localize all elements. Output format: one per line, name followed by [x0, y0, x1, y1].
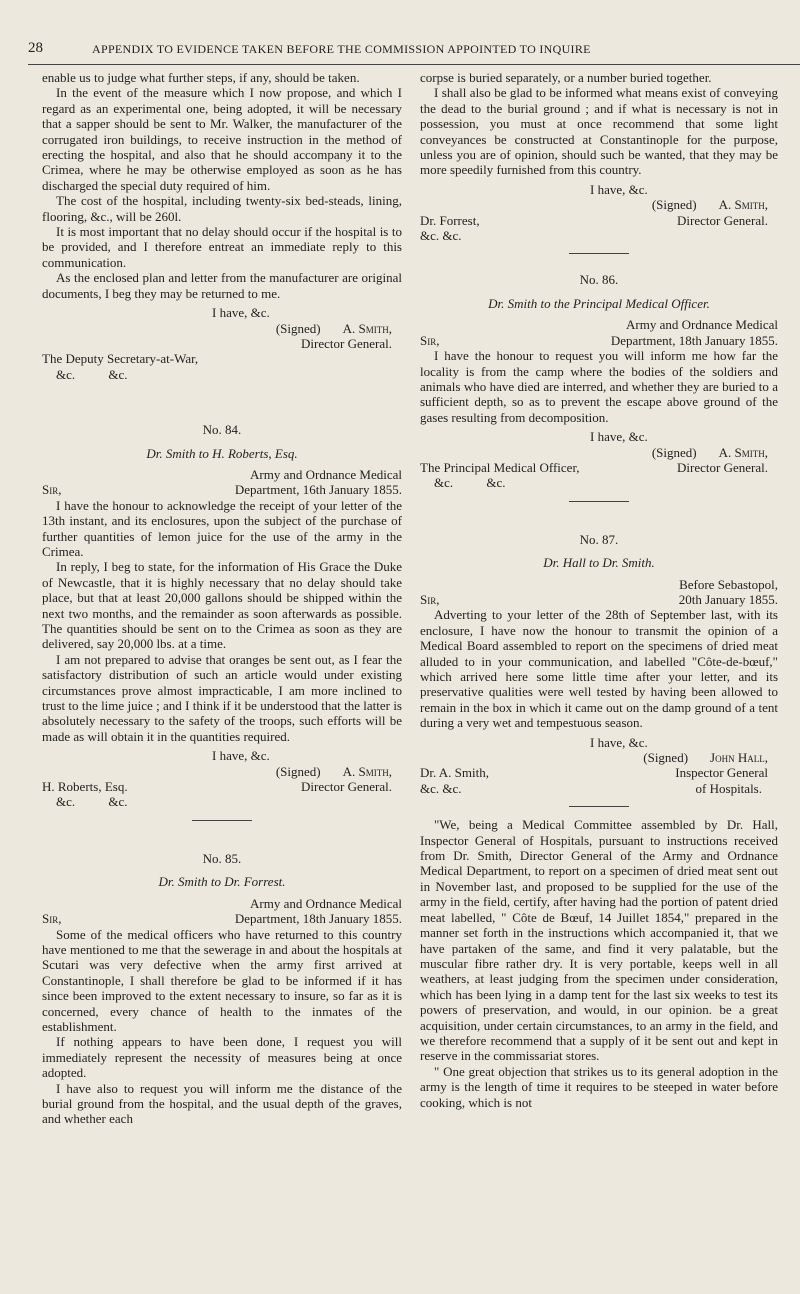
paragraph: "We, being a Medical Committee assembled by Dr. Hall, Inspector General of Hospitals, pursuant to instructions received from Dr. Smith, Director General of the Army and Ordnance Medical Department, to report on a specimen of dried meat sent out in November last, and proposed to be supplied for the use of the army in the field, certify, after having had the portion of patent dried meat labelled, " Côte de Bœuf, 14 Juillet 1854," prepared in the manner set forth in the instructions which accompanied it, that we have partaken of the same, and find it very palatable, but the muscular fibre rather dry. It is very portable, keeps well in all weathers, at least judging from the specimen under consideration, which has been lying in a damp tent for the last six weeks to test its powers of preservation, and would, in our opinion. be a great acquisition, under certain circumstances, to an army in the field, and we therefore recommend that a supply of it be sent out and kept in reserve in the commissariat stores. — [420, 817, 778, 1064]
signed-label: (Signed) — [651, 197, 697, 213]
signer-title: Director General. — [677, 459, 768, 475]
salutation-line — [42, 482, 402, 497]
letter-title: Dr. Smith to the Principal Medical Officer. — [488, 295, 710, 311]
closing — [42, 748, 402, 779]
paragraph: As the enclosed plan and letter from the manufacturer are original documents, I beg they may be returned to me. — [42, 270, 402, 301]
signature-line — [172, 321, 402, 336]
letter-number: No. 84. — [202, 422, 242, 438]
signed-label: (Signed) — [643, 750, 689, 766]
signature-line — [550, 750, 778, 765]
addressee: H. Roberts, Esq. — [42, 779, 128, 795]
closing — [420, 429, 778, 460]
separator — [569, 253, 629, 254]
signer-name: John Hall, — [710, 750, 768, 766]
paragraph: I have also to request you will inform me the distance of the burial ground from the hospital, and the usual depth of the graves, and whether each — [42, 1080, 402, 1127]
paragraph: In the event of the measure which I now propose, and which I regard as an experimental one, being adopted, it will be necessary that a sapper should be sent to Mr. Walker, the manufacturer of the corrugated iron buildings, to receive instruction in the method of erecting the hospital, and also that he should accompany it to the Crimea, where he may be otherwise employed as soon as he has discharged the special duty required of him. — [42, 85, 402, 193]
signed-label: (Signed) — [651, 444, 697, 460]
right-column — [420, 70, 778, 1110]
page-number: 28 — [28, 40, 43, 56]
salutation-line — [42, 911, 402, 926]
paragraph: " One great objection that strikes us to its general adoption in the army is the length of time it requires to be steeped in water before cooking, which is not — [420, 1063, 778, 1110]
paragraph: corpse is buried separately, or a number buried together. — [420, 70, 712, 85]
department-line: Army and Ordnance Medical — [626, 317, 778, 333]
salutation: Sir, — [42, 482, 62, 498]
closing — [420, 735, 778, 766]
letter-date: 20th January 1855. — [678, 591, 778, 607]
signer-name: A. Smith, — [718, 197, 768, 213]
letter-title: Dr. Smith to Dr. Forrest. — [158, 874, 286, 890]
signer-name: A. Smith, — [342, 763, 392, 779]
addressee-row — [420, 213, 778, 228]
signer-name: A. Smith, — [342, 320, 392, 336]
closing — [42, 305, 402, 351]
separator — [192, 820, 252, 821]
signer-title: Director General. — [677, 212, 768, 228]
left-column — [42, 70, 402, 1127]
separator — [569, 806, 629, 807]
salutation: Sir, — [42, 911, 62, 927]
signed-label: (Signed) — [275, 320, 321, 336]
department-date: Department, 18th January 1855. — [234, 911, 402, 927]
paragraph: I have the honour to acknowledge the receipt of your letter of the 13th instant, and its enclosures, upon the subject of the purchase of further quantities of lemon juice for the use of the army in the Crimea. — [42, 497, 402, 559]
salutation: Sir, — [420, 591, 440, 607]
signer-title: of Hospitals. — [695, 780, 762, 796]
separator — [569, 501, 629, 502]
letter-title: Dr. Hall to Dr. Smith. — [543, 555, 655, 571]
paragraph: I shall also be glad to be informed what means exist of conveying the dead to the burial ground ; and if what is necessary is not in possession, you must at once recommend that some light conveyances be constructed at Constantinople for the purpose, unless you are of opinion, should such be wanted, that they may be more speedily furnished from this country. — [420, 85, 778, 178]
addressee-etc: &c. &c. — [56, 794, 128, 810]
addressee: The Principal Medical Officer, — [420, 459, 580, 475]
addressee: Dr. A. Smith, — [420, 765, 489, 781]
running-head: APPENDIX TO EVIDENCE TAKEN BEFORE THE COMMISSION APPOINTED TO INQUIRE — [92, 42, 591, 56]
signer-name: A. Smith, — [718, 444, 768, 460]
paragraph: It is most important that no delay should occur if the hospital is to be provided, and I therefore entreat an immediate reply to this communication. — [42, 224, 402, 270]
signed-label: (Signed) — [275, 763, 321, 779]
closing-phrase: I have, &c. — [590, 734, 648, 750]
place-line: Before Sebastopol, — [679, 576, 778, 592]
signer-title: Inspector General — [675, 765, 768, 781]
letter-number: No. 87. — [579, 531, 619, 547]
department-date: Department, 18th January 1855. — [610, 332, 778, 348]
signer-title: Director General. — [301, 335, 392, 351]
signature-line — [550, 197, 778, 212]
paragraph: The cost of the hospital, including twenty-six bed-steads, lining, flooring, &c., will be 260l. — [42, 193, 402, 224]
paragraph: enable us to judge what further steps, if any, should be taken. — [42, 70, 360, 85]
letter-number: No. 85. — [202, 850, 242, 866]
letter-title: Dr. Smith to H. Roberts, Esq. — [146, 445, 298, 461]
signature-line — [550, 445, 778, 460]
paragraph: I have the honour to request you will inform me how far the locality is from the camp where the bodies of the soldiers and animals who have died are interred, and whether they are buried to a sufficient depth, so as to prevent the escape above ground of the gases resulting from decomposition. — [420, 348, 778, 425]
addressee: The Deputy Secretary-at-War, — [42, 351, 199, 367]
addressee-row — [42, 779, 402, 794]
addressee-etc: &c. &c. — [420, 228, 462, 244]
closing-phrase: I have, &c. — [590, 181, 648, 197]
addressee-row — [420, 781, 778, 796]
addressee-row — [420, 765, 778, 780]
department-date: Department, 16th January 1855. — [234, 482, 402, 498]
closing — [420, 182, 778, 213]
closing-phrase: I have, &c. — [212, 305, 270, 321]
paragraph: I am not prepared to advise that oranges be sent out, as I fear the satisfactory distribution of such an article would under existing circumstances prove almost impracticable, I am more inclined to trust to the lime juice ; and I think if it be understood that the latter is absolutely necessary to the safety of the troops, such efforts will be made as will obtain it in the quantities required. — [42, 651, 402, 744]
addressee: Dr. Forrest, — [420, 212, 480, 228]
paragraph: If nothing appears to have been done, I request you will immediately represent the necessity of measures being at once adopted. — [42, 1034, 402, 1081]
closing-phrase: I have, &c. — [212, 748, 270, 764]
closing-phrase: I have, &c. — [590, 429, 648, 445]
paragraph: Adverting to your letter of the 28th of September last, with its enclosure, I have now the honour to transmit the opinion of a Medical Board assembled to report on the specimens of dried meat alluded to in your communication, and labelled "Côte-de-bœuf," which arrived here some little time after your letter, and its preservative qualities were well tested by having been allowed to remain in the box in which it came out on the damp ground of a tent during a very wet and tempestuous season. — [420, 607, 778, 731]
signer-title: Director General. — [301, 779, 392, 795]
addressee-row — [420, 460, 778, 475]
addressee-etc: &c. &c. — [434, 475, 506, 491]
signature-line — [172, 764, 402, 779]
header-rule — [28, 64, 800, 65]
addressee-etc: &c. &c. — [420, 780, 462, 796]
department-line: Army and Ordnance Medical — [250, 895, 402, 911]
paragraph: Some of the medical officers who have returned to this country have mentioned to me that the sewerage in and about the hospitals at Scutari was very defective when the army first arrived at Constantinople, I shall therefore be glad to be informed if it has since been improved to the extent necessary to insure, so far as it is concerned, every chance of health to the inmates of the establishment. — [42, 926, 402, 1034]
salutation: Sir, — [420, 332, 440, 348]
paragraph: In reply, I beg to state, for the information of His Grace the Duke of Newcastle, that it is highly necessary that no delay should take place, but that at least 20,000 gallons should be shipped within the next two months, and the remainder as soon afterwards as possible. The quantities should be sent on to the Crimea as soon as they are delivered, say 20,000 lbs. at a time. — [42, 559, 402, 652]
salutation-line — [420, 592, 778, 607]
department-line: Army and Ordnance Medical — [250, 466, 402, 482]
addressee-etc: &c. &c. — [56, 366, 128, 382]
page-header — [0, 40, 800, 62]
salutation-line — [420, 333, 778, 348]
letter-number: No. 86. — [579, 272, 619, 288]
